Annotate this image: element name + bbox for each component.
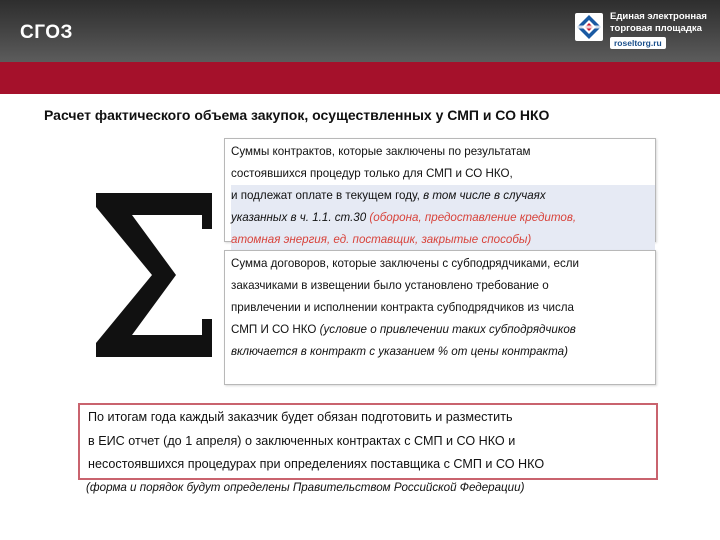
box2-line4 <box>231 319 655 341</box>
box3-line2: в ЕИС отчет (до 1 апреля) о заключенных контрактах с СМП и СО НКО и <box>88 433 516 448</box>
annual-report-box <box>78 403 658 480</box>
header-bar <box>0 0 720 62</box>
logo-text-line1: Единая электронная <box>610 11 707 22</box>
box1-line5: атомная энергия, ед. поставщик, закрытые способы) <box>231 229 655 251</box>
box2-line4b: (условие о привлечении таких субподрядчиков <box>319 323 576 336</box>
box1-line4 <box>231 207 655 229</box>
box3-line3: несостоявшихся процедурах при определениях поставщика с СМП и СО НКО <box>88 457 545 471</box>
contracts-sum-box <box>224 138 656 246</box>
box2-line5: включается в контракт с указанием % от цены контракта) <box>231 345 568 358</box>
logo-url[interactable]: roseltorg.ru <box>610 37 666 49</box>
box1-line3 <box>231 185 655 207</box>
box2-line1: Сумма договоров, которые заключены с субподрядчиками, если <box>231 257 579 270</box>
box1-line1: Суммы контрактов, которые заключены по результатам <box>231 145 531 158</box>
app-title: СГОЗ <box>20 22 73 43</box>
box1-line4a: указанных в ч. 1.1. ст.30 <box>231 211 370 224</box>
sigma-icon <box>88 185 218 365</box>
slide-title: Расчет фактического объема закупок, осуществленных у СМП и СО НКО <box>44 107 550 123</box>
box1-line4b: (оборона, предоставление кредитов, <box>369 211 577 224</box>
logo-text-line2: торговая площадка <box>610 23 702 34</box>
roseltorg-logo <box>574 8 714 56</box>
box2-line4a: СМП И СО НКО <box>231 323 320 336</box>
footnote: (форма и порядок будут определены Правительством Российской Федерации) <box>86 481 525 494</box>
accent-band <box>0 62 720 94</box>
box3-line1: По итогам года каждый заказчик будет обязан подготовить и разместить <box>88 410 513 424</box>
box1-line3b: в том числе в случаях <box>423 189 546 202</box>
box1-line3a: и подлежат оплате в текущем году, <box>231 189 424 202</box>
subcontracts-sum-box <box>224 250 656 385</box>
roseltorg-logo-icon <box>574 12 604 42</box>
box1-line2: состоявшихся процедур только для СМП и СО НКО, <box>231 167 513 180</box>
box2-line2: заказчиками в извещении было установлено требование о <box>231 279 549 292</box>
box2-line3: привлечении и исполнении контракта субподрядчиков из числа <box>231 301 574 314</box>
